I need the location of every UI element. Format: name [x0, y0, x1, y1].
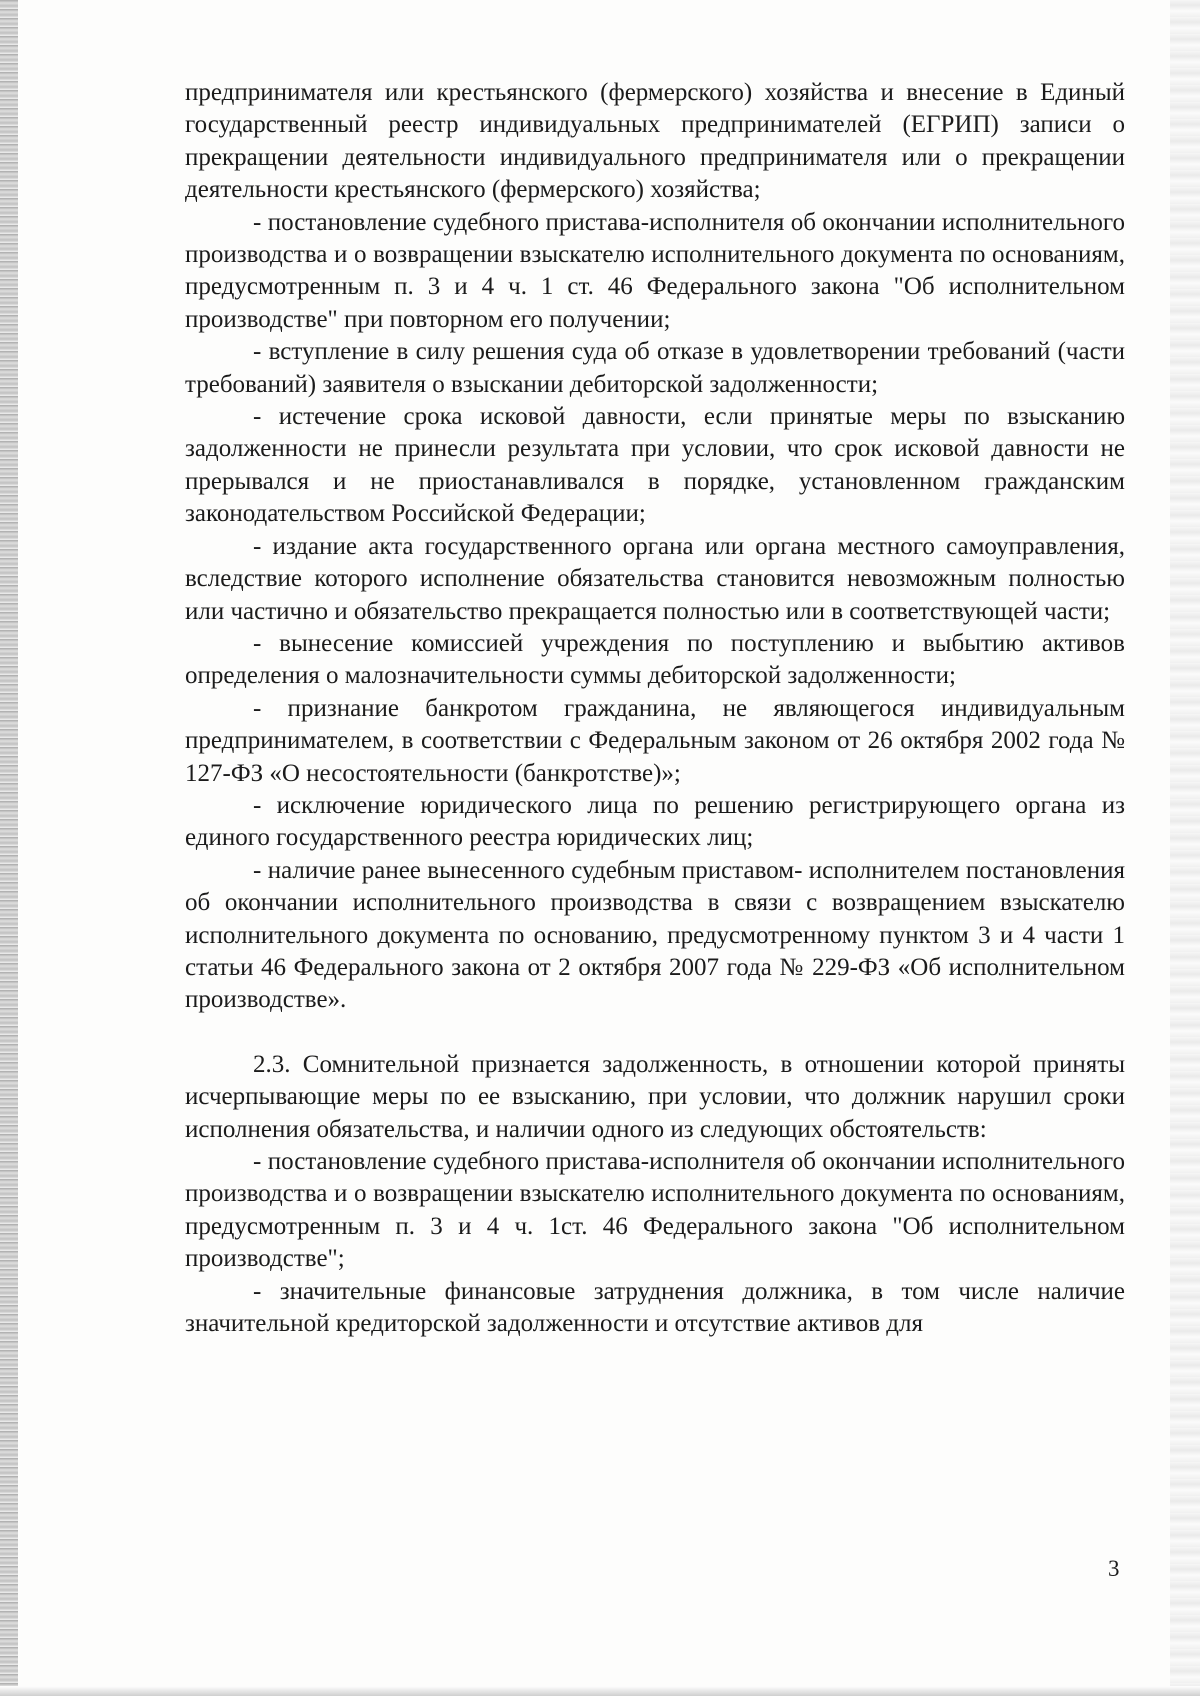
list-item-bailiff-decision: - постановление судебного пристава-исполнителя об окончании исполнительного производства и о возвращении взыскателю исполнительного документа по основаниям, предусмотренным п. 3 и 4 ч. 1 ст. 46 Федерального закона "Об исполнительном производстве" при повторном его получении;: [185, 208, 1125, 333]
list-item-government-act: - издание акта государственного органа или органа местного самоуправления, вследствие которого исполнение обязательства становится невозможным полностью или частично и обязательство прекращается полностью или в соответствующей части;: [185, 532, 1125, 625]
scan-left-edge: [0, 0, 18, 1696]
list-item-prior-bailiff-decision: - наличие ранее вынесенного судебным приставом- исполнителем постановления об окончании исполнительного производства в связи с возвращением взыскателю исполнительного документа по основанию, предусмотренному пунктом 3 и 4 части 1 статьи 46 Федерального закона от 2 октября 2007 года № 229-ФЗ «Об исполнительном производстве».: [185, 856, 1125, 1014]
list-item-court-decision: - вступление в силу решения суда об отказе в удовлетворении требований (части требований) заявителя о взыскании дебиторской задолженности;: [185, 338, 1125, 398]
scan-right-edge: [1170, 0, 1200, 1696]
list-item-legal-entity-exclusion: - исключение юридического лица по решению регистрирующего органа из единого государственного реестра юридических лиц;: [185, 791, 1125, 852]
list-item-bankruptcy: - признание банкротом гражданина, не являющегося индивидуальным предпринимателем, в соответствии с Федеральным законом от 26 октября 2002 года № 127-ФЗ «О несостоятельности (банкротстве)»;: [185, 694, 1125, 787]
list-item-limitation-period: - истечение срока исковой давности, если принятые меры по взысканию задолженности не принесли результата при условии, что срок исковой давности не прерывался и не приостанавливался в порядке, установленном гражданским законодательством Российской Федерации;: [185, 403, 1125, 528]
document-body: [185, 77, 1125, 1340]
paragraph-continuation: предпринимателя или крестьянского (фермерского) хозяйства и внесение в Единый государственный реестр индивидуальных предпринимателей (ЕГРИП) записи о прекращении деятельности индивидуального предпринимателя или о прекращении деятельности крестьянского (фермерского) хозяйства;: [185, 79, 1125, 204]
scan-bottom-edge: [0, 1686, 1200, 1696]
list-item-financial-difficulties: - значительные финансовые затруднения должника, в том числе наличие значительной кредиторской задолженности и отсутствие активов для: [185, 1277, 1125, 1338]
list-item-commission-decision: - вынесение комиссией учреждения по поступлению и выбытию активов определения о малозначительности суммы дебиторской задолженности;: [185, 629, 1125, 690]
list-item-doubtful-bailiff-decision: - постановление судебного пристава-исполнителя об окончании исполнительного производства и о возвращении взыскателю исполнительного документа по основаниям, предусмотренным п. 3 и 4 ч. 1ст. 46 Федерального закона "Об исполнительном производстве";: [185, 1148, 1125, 1273]
page-number: 3: [1108, 1556, 1120, 1581]
section-2-3-paragraph: 2.3. Сомнительной признается задолженность, в отношении которой приняты исчерпывающие меры по ее взысканию, при условии, что должник нарушил сроки исполнения обязательства, и наличии одного из следующих обстоятельств:: [185, 1050, 1125, 1143]
